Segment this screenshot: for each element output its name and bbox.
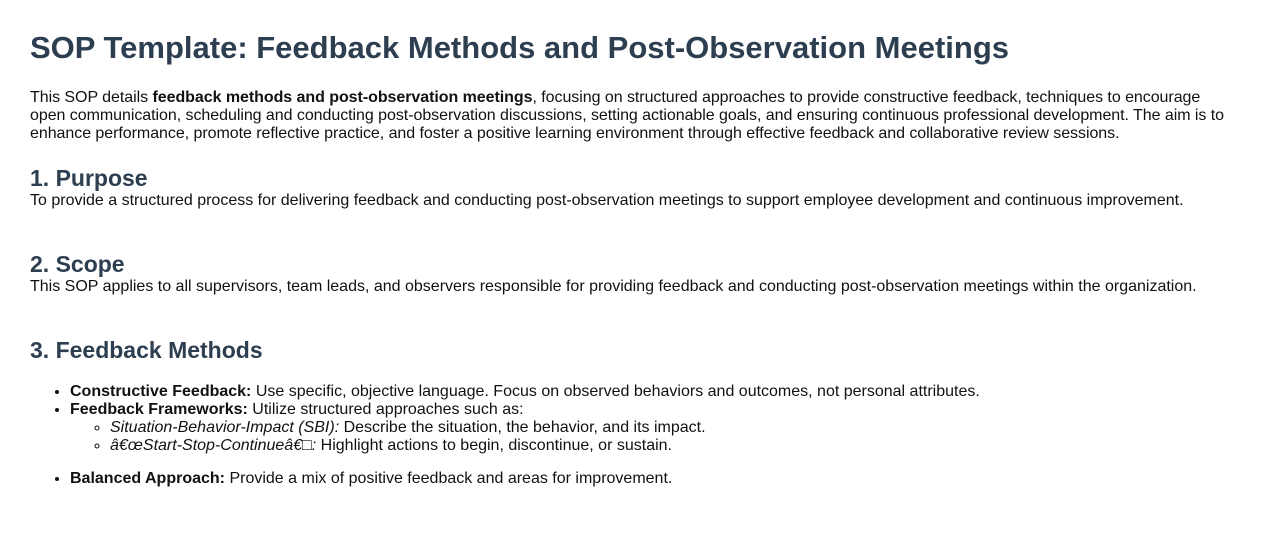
intro-paragraph [30,89,1233,143]
list-item-constructive-feedback [70,383,1233,401]
list-item-text: Use specific, objective language. Focus on observed behaviors and outcomes, not personal attributes. [251,383,980,400]
sublist-item-text: Describe the situation, the behavior, and its impact. [339,419,706,436]
page-title: SOP Template: Feedback Methods and Post-Observation Meetings [30,30,1009,65]
list-item-label: Feedback Frameworks: [70,401,248,418]
sublist-item-label: â€œStart-Stop-Continueâ€□: [110,437,317,454]
list-item-label: Constructive Feedback: [70,383,252,400]
section-heading-scope: 2. Scope [30,251,125,277]
sublist-item-text: Highlight actions to begin, discontinue, or sustain. [316,437,672,454]
list-item-text: Utilize structured approaches such as: [247,401,524,418]
section-text-purpose: To provide a structured process for delivering feedback and conducting post-observation meetings to support employee development and continuous improvement. [30,192,1184,209]
feedback-frameworks-sublist [70,419,1233,455]
list-item-feedback-frameworks [70,401,1233,455]
section-text-scope: This SOP applies to all supervisors, team leads, and observers responsible for providing feedback and conducting post-observation meetings within the organization. [30,278,1197,295]
intro-text-before: This SOP details [30,89,153,106]
document-page [0,30,1263,488]
intro-text-after: , focusing on structured approaches to provide constructive feedback, techniques to encourage open communication, scheduling and conducting post-observation discussions, setting actionable goals, and ensuring continuous professional development. The aim is to enhance performance, promote reflective practice, and foster a positive learning environment through effective feedback and collaborative review sessions. [30,89,1224,142]
list-item-label: Balanced Approach: [70,470,225,487]
feedback-methods-list [30,383,1233,488]
section-heading-feedback-methods: 3. Feedback Methods [30,337,263,363]
intro-text-bold: feedback methods and post-observation meetings [152,89,533,106]
sublist-item-label: Situation-Behavior-Impact (SBI): [110,419,340,436]
sublist-item-start-stop-continue [110,437,1233,455]
sublist-item-sbi [110,419,1233,437]
list-item-balanced-approach [70,470,1233,488]
list-item-text: Provide a mix of positive feedback and areas for improvement. [225,470,673,487]
section-heading-purpose: 1. Purpose [30,165,148,191]
